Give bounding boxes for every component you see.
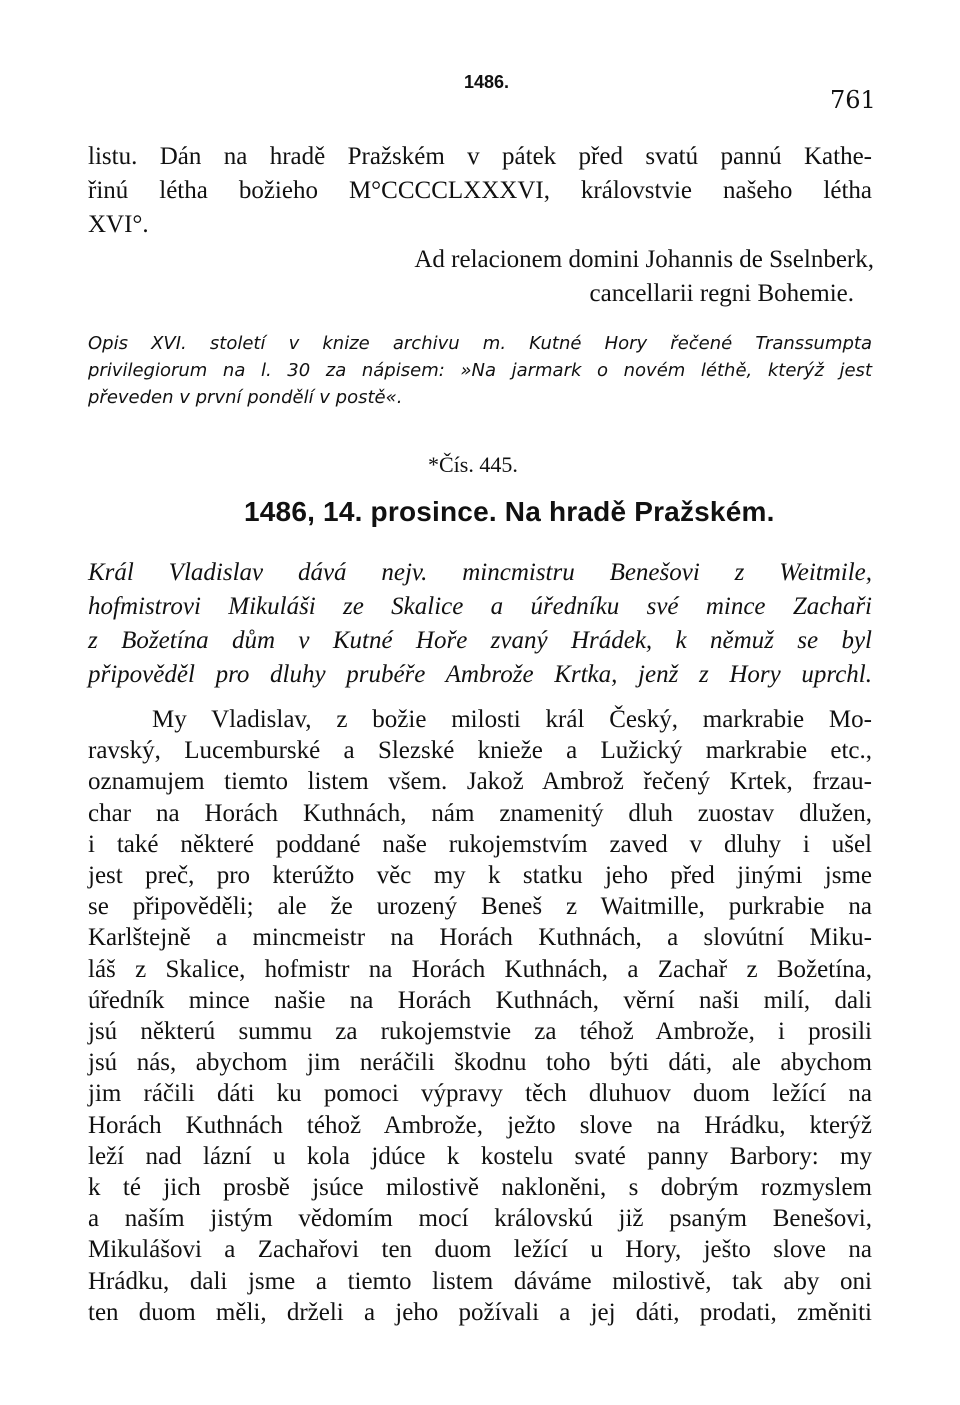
text-line: XVI°. [88,211,149,238]
body-line: a naším jistým vědomím mocí královskú již psaným Benešovi, [88,1205,872,1233]
body-line: Mikulášovi a Zachařovi ten duom ležící u Hory, ješto slove na [88,1236,872,1264]
body-line: ravský, Lucemburské a Slezské knieže a Lužický markrabie etc., [88,737,872,765]
regest-line: připověděl pro dluhy prubéře Ambrože Krtka, jenž z Hory uprchl. [88,661,872,688]
regest [88,556,872,692]
body-line: se připověděli; ale že urozený Beneš z Waitmille, purkrabie na [88,893,872,921]
body-line: oznamujem tiemto listem všem. Jakož Ambrož řečený Krtek, frzau- [88,768,872,796]
regest-line: z Božetína dům v Kutné Hoře zvaný Hrádek, k němuž se byl [88,627,872,654]
source-note [88,330,872,411]
body-line: jim ráčili dáti ku pomoci výpravy těch dluhuov duom ležící na [88,1080,872,1108]
running-header-year: 1486. [464,72,510,92]
document-number: *Čís. 445. [428,452,518,477]
body-text [88,704,872,1328]
page-number: 761 [830,86,876,114]
body-line: Hrádku, dali jsme a tiemto listem dáváme milostivě, tak aby oni [88,1267,872,1295]
document-heading: 1486, 14. prosince. Na hradě Pražském. [244,496,775,527]
body-line: láš z Skalice, hofmistr na Horách Kuthnách, a Zachař z Božetína, [88,955,872,983]
body-line: úředník mince našie na Horách Kuthnách, věrní naši milí, dali [88,986,872,1014]
signature-line: Ad relacionem domini Johannis de Sselnberk, [414,246,874,273]
body-line: jest preč, pro kterúžto věc my k statku jeho před jinými jsme [88,862,872,890]
body-line: jsú nás, abychom jim neráčili škodnu toho býti dáti, ale abychom [88,1049,872,1077]
regest-line: hofmistrovi Mikuláši ze Skalice a úředníku své mince Zachaři [88,593,872,620]
signature-line: cancellarii regni Bohemie. [589,280,854,307]
body-line: k té jich prosbě jsúce milostivě nakloněni, s dobrým rozmyslem [88,1174,872,1202]
body-line: char na Horách Kuthnách, nám znamenitý dluh zuostav dlužen, [88,799,872,827]
body-line: Karlštejně a mincmeistr na Horách Kuthnách, a slovútní Miku- [88,924,872,952]
regest-line: Král Vladislav dává nejv. mincmistru Benešovi z Weitmile, [88,559,872,586]
body-line: Horách Kuthnách téhož Ambrože, ježto slove na Hrádku, kterýž [88,1111,872,1139]
body-line: My Vladislav, z božie milosti král Český, markrabie Mo- [152,706,872,733]
body-line: jsú některú summu za rukojemstvie za téhož Ambrože, i prosili [88,1018,872,1046]
note-line: Opis XVI. století v knize archivu m. Kutné Hory řečené Transsumpta [88,333,872,354]
text-line: listu. Dán na hradě Pražském v pátek před svatú pannú Kathe- [88,143,872,170]
closing-paragraph [88,140,872,242]
body-line: i také některé poddané naše rukojemstvím zaved v dluhy i ušel [88,830,872,858]
note-line: převeden v první pondělí v postě«. [88,387,403,408]
body-line: leží nad lázní u kola jdúce k kostelu svaté panny Barbory: my [88,1142,872,1170]
body-line: ten duom měli, drželi a jeho požívali a jej dáti, prodati, změniti [88,1298,872,1326]
text-line: řinú létha božieho M°CCCCLXXXVI, královstvie našeho létha [88,177,872,204]
note-line: privilegiorum na l. 30 za nápisem: »Na jarmark o novém léthě, kterýž jest [88,360,872,381]
